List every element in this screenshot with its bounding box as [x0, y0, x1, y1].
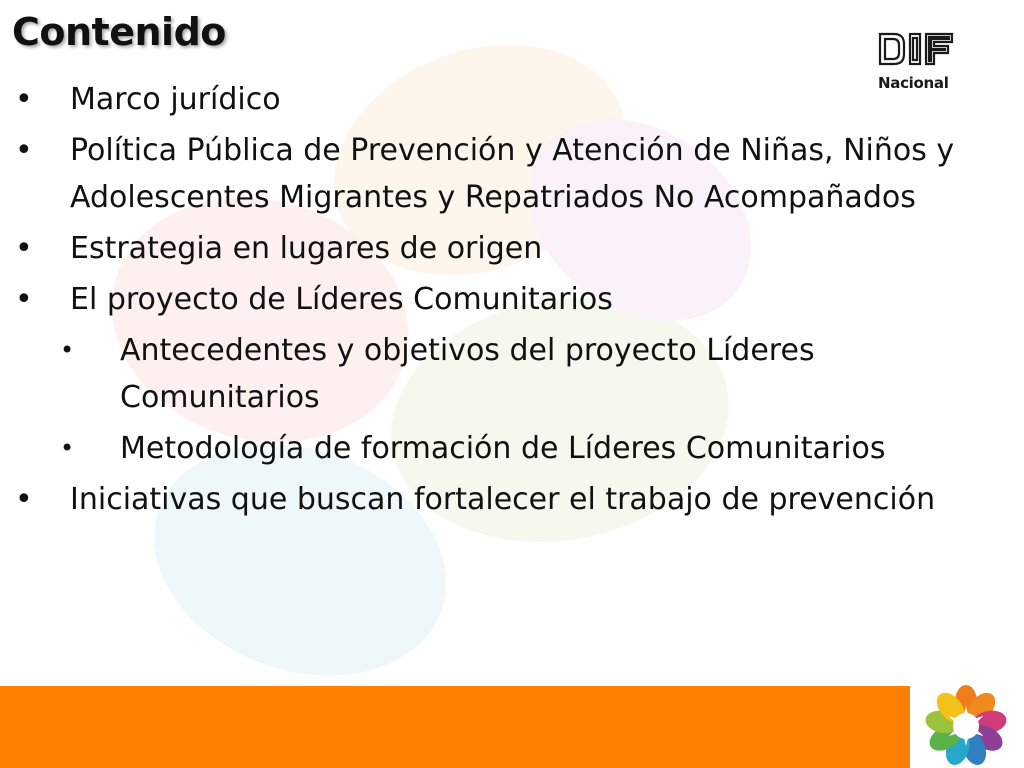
- list-item: [0, 276, 1000, 323]
- bullet-icon: •: [60, 434, 75, 462]
- list-item: [0, 225, 1000, 272]
- list-item: [0, 476, 1000, 523]
- bullet-icon: •: [15, 82, 33, 117]
- list-item-text: Iniciativas que buscan fortalecer el trabajo de prevención: [70, 482, 936, 517]
- list-item-text: Estrategia en lugares de origen: [70, 231, 543, 266]
- list-item: [0, 76, 1000, 123]
- logo-subtitle: Nacional: [878, 74, 949, 92]
- bullet-icon: •: [15, 282, 33, 317]
- list-item-text: Metodología de formación de Líderes Comunitarios: [120, 431, 886, 466]
- list-item-text: Marco jurídico: [70, 82, 281, 117]
- orange-footer-bar: [0, 686, 910, 768]
- list-item: [0, 127, 1000, 221]
- bullet-icon: •: [60, 336, 75, 364]
- sub-list-item: [0, 327, 1000, 421]
- sub-list-item: [0, 425, 1000, 472]
- list-item-text: Política Pública de Prevención y Atención de Niñas, Niños y Adolescentes Migrantes y Repatriados No Acompañados: [70, 133, 955, 215]
- list-item-text: Antecedentes y objetivos del proyecto Líderes Comunitarios: [120, 333, 815, 415]
- dif-letters-icon: [876, 30, 956, 70]
- bullet-icon: •: [15, 133, 33, 168]
- slide-title: Contenido: [12, 10, 226, 54]
- bullet-icon: •: [15, 482, 33, 517]
- bullet-icon: •: [15, 231, 33, 266]
- content-list: [0, 76, 1000, 527]
- list-item-text: El proyecto de Líderes Comunitarios: [70, 282, 613, 317]
- flower-emblem-icon: [918, 682, 1014, 768]
